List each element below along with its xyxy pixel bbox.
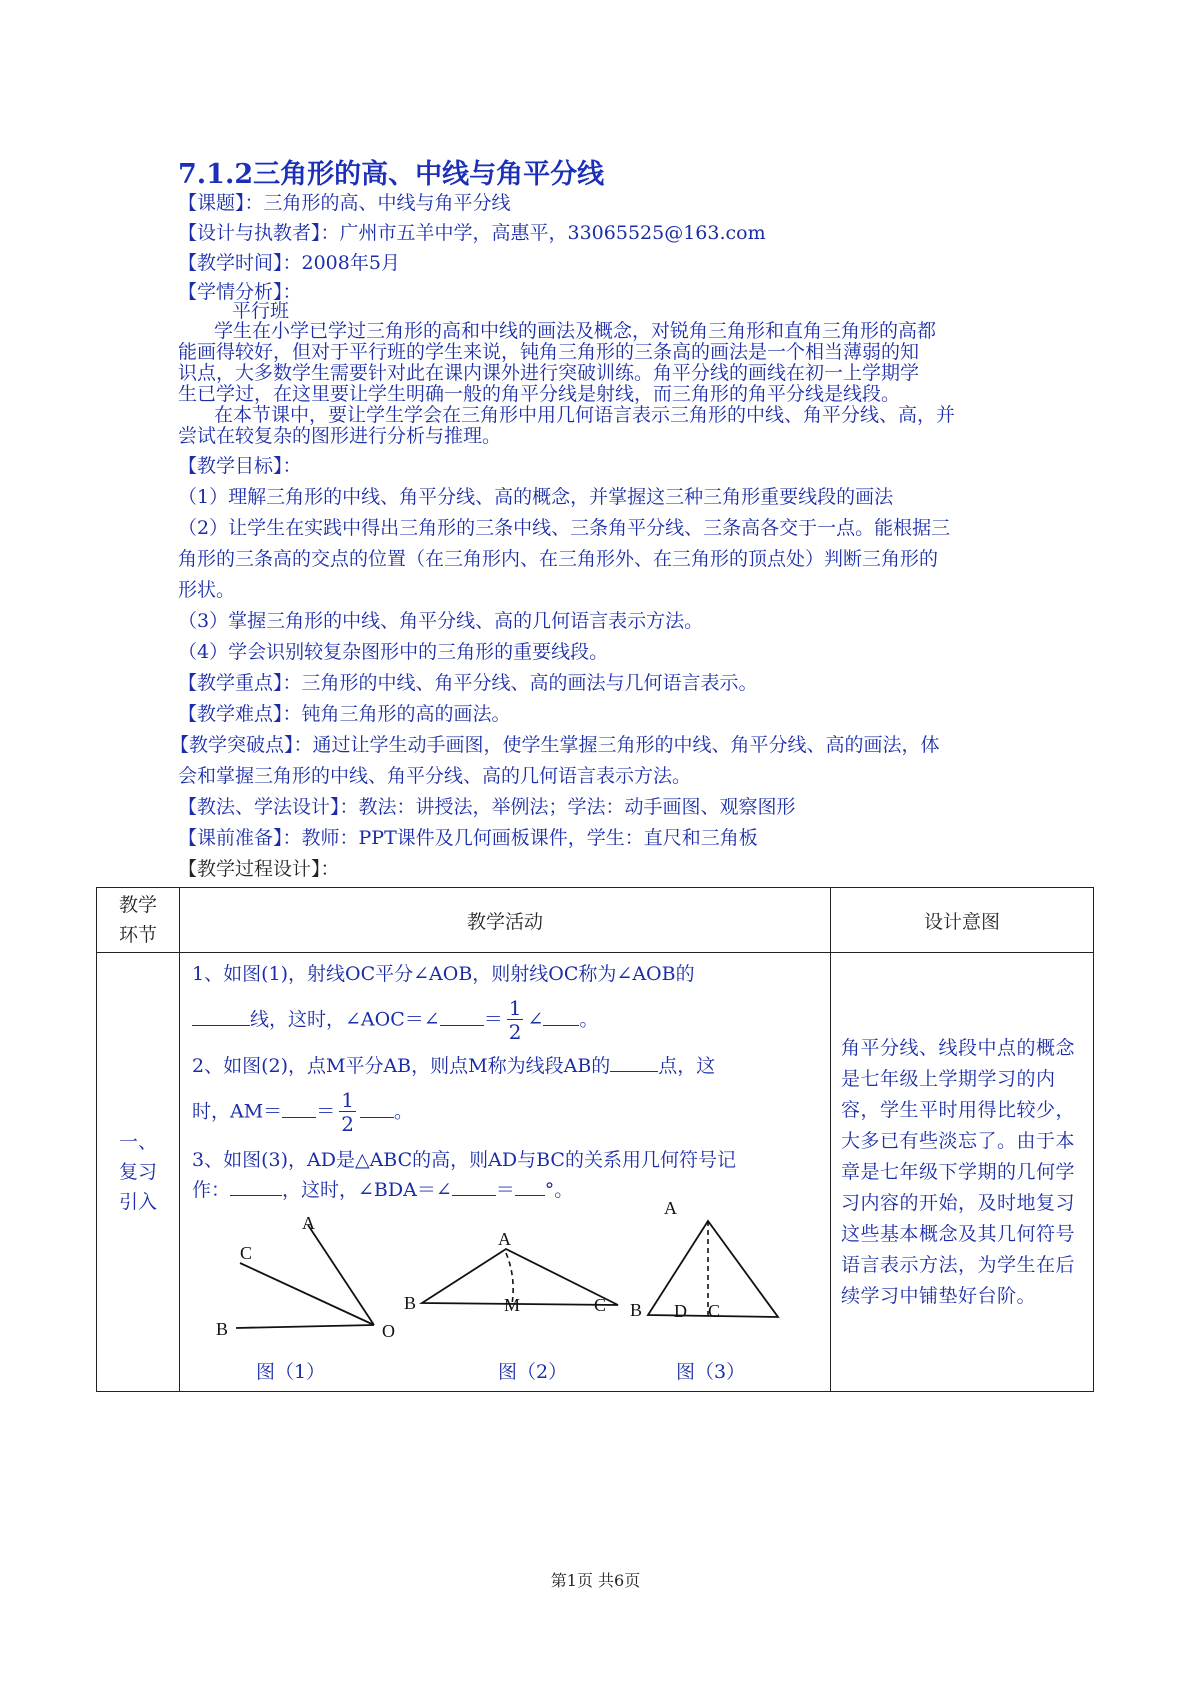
- label-m: M: [504, 1295, 521, 1315]
- activity-cell: [180, 953, 831, 1392]
- question-1-text-b1: 线，这时，∠AOC＝∠: [250, 1008, 440, 1031]
- section-line-3: 引入: [118, 1191, 157, 1213]
- time-line: 【教学时间】：2008年5月: [178, 252, 400, 274]
- page-footer: 第1页 共6页: [550, 1571, 641, 1590]
- goal-1: （1）理解三角形的中线、角平分线、高的概念，并掌握这三种三角形重要线段的画法: [178, 486, 894, 508]
- fraction-numerator: 1: [341, 1088, 354, 1112]
- difficulty: 【教学难点】：钝角三角形的高的画法。: [178, 703, 511, 725]
- preparation-line: 【课前准备】：教师：PPT课件及几何画板课件，学生：直尺和三角板: [178, 827, 758, 849]
- teaching-process-table: [96, 887, 1094, 1392]
- table-header-row: [97, 888, 1094, 953]
- header-section-line-2: 环节: [118, 924, 157, 946]
- figure-2-caption: 图（2）: [498, 1361, 568, 1383]
- section-cell: [97, 953, 180, 1392]
- geometry-figures: [180, 953, 836, 1391]
- question-2-text-a: 2、如图(2)，点M平分AB，则点M称为线段AB的: [192, 1055, 611, 1077]
- label-d: D: [674, 1301, 687, 1321]
- lesson-title: 7.1.2三角形的高、中线与角平分线: [178, 159, 605, 190]
- label-c: C: [708, 1301, 721, 1321]
- label-c: C: [594, 1295, 607, 1315]
- question-2-text-b1: 时，AM＝: [192, 1100, 283, 1123]
- question-3-text-b4: °。: [544, 1179, 574, 1201]
- fraction-numerator: 1: [508, 996, 522, 1020]
- table-row: [97, 953, 1094, 1392]
- question-1-text-b3: ∠: [527, 1008, 544, 1031]
- header-section-cell: [97, 888, 180, 953]
- question-3-text-b2: ，这时，∠BDA＝∠: [282, 1179, 452, 1201]
- label-a: A: [498, 1229, 511, 1249]
- fraction-denominator: 2: [508, 1020, 522, 1044]
- fraction-denominator: 2: [341, 1112, 354, 1136]
- label-o: O: [382, 1321, 395, 1341]
- label-b: B: [404, 1293, 417, 1313]
- goal-2-line-2: 角形的三条高的交点的位置（在三角形内、在三角形外、在三角形的顶点处）判断三角形的: [178, 548, 939, 570]
- figure-1-caption: 图（1）: [256, 1361, 326, 1383]
- figure-3-triangle: [630, 1198, 778, 1383]
- header-intent-cell: 设计意图: [831, 888, 1094, 953]
- key-point: 【教学重点】：三角形的中线、角平分线、高的画法与几何语言表示。: [178, 672, 758, 694]
- question-3-text-b3: ＝: [495, 1179, 515, 1201]
- analysis-heading: 【学情分析】：: [178, 281, 302, 303]
- question-1-text-a: 1、如图(1)，射线OC平分∠AOB，则射线OC称为∠AOB的: [192, 963, 695, 985]
- designer-line: 【设计与执教者】：广州市五羊中学，高惠平，33065525@163.com: [178, 222, 766, 244]
- analysis-paragraph-2-line-2: 尝试在较复杂的图形进行分析与推理。: [178, 425, 502, 447]
- label-a: A: [664, 1198, 677, 1218]
- question-2-text-b2: ＝: [316, 1100, 336, 1123]
- analysis-paragraph-2-line-1: 在本节课中，要让学生学会在三角形中用几何语言表示三角形的中线、角平分线、高，并: [214, 404, 956, 426]
- analysis-paragraph-1-line-2: 能画得较好，但对于平行班的学生来说，钝角三角形的三条高的画法是一个相当薄弱的知: [178, 341, 920, 363]
- section-line-2: 复习: [118, 1161, 157, 1183]
- question-1-text-b2: ＝: [483, 1008, 503, 1031]
- goal-4: （4）学会识别较复杂图形中的三角形的重要线段。: [178, 641, 609, 663]
- goals-heading: 【教学目标】：: [178, 455, 302, 477]
- question-3-text-b1: 作：: [192, 1179, 231, 1201]
- header-activity-cell: 教学活动: [180, 888, 831, 953]
- question-2-text-b3: 。: [393, 1100, 413, 1123]
- process-heading: 【教学过程设计】：: [178, 858, 340, 880]
- goal-3: （3）掌握三角形的中线、角平分线、高的几何语言表示方法。: [178, 610, 704, 632]
- goal-2-line-1: （2）让学生在实践中得出三角形的三条中线、三条角平分线、三条高各交于一点。能根据三: [178, 517, 951, 539]
- analysis-paragraph-1-line-1: 学生在小学已学过三角形的高和中线的画法及概念，对锐角三角形和直角三角形的高都: [214, 320, 937, 342]
- label-b: B: [630, 1300, 643, 1320]
- analysis-paragraph-1-line-3: 识点，大多数学生需要针对此在课内课外进行突破训练。角平分线的画线在初一上学期学: [178, 362, 920, 384]
- breakthrough-line-1: 【教学突破点】：通过让学生动手画图，使学生掌握三角形的中线、角平分线、高的画法，体: [170, 734, 940, 756]
- intent-cell: 角平分线、线段中点的概念是七年级上学期学习的内容，学生平时用得比较少，大多已有些淡忘了。由于本章是七年级下学期的几何学习内容的开始，及时地复习这些基本概念及其几何符号语言表示方法，为学生在后续学习中铺垫好台阶。: [831, 953, 1094, 1392]
- label-b: B: [216, 1319, 229, 1339]
- analysis-paragraph-1-line-4: 生已学过，在这里要让学生明确一般的角平分线是射线，而三角形的角平分线是线段。: [178, 383, 901, 405]
- question-3-line-1: 3、如图(3)，AD是△ABC的高，则AD与BC的关系用几何符号记: [192, 1149, 736, 1171]
- methods-line: 【教法、学法设计】：教法：讲授法，举例法；学法：动手画图、观察图形: [178, 796, 796, 818]
- figure-2-triangle: [404, 1229, 618, 1383]
- figure-3-caption: 图（3）: [676, 1361, 746, 1383]
- goal-2-line-3: 形状。: [178, 579, 236, 601]
- question-2-text-a2: 点，这: [658, 1055, 716, 1077]
- question-1-text-b4: 。: [579, 1008, 599, 1031]
- label-c: C: [240, 1243, 253, 1263]
- section-line-1: 一、: [118, 1131, 157, 1153]
- header-section-line-1: 教学: [118, 894, 157, 916]
- figure-1-angle: [216, 1213, 395, 1383]
- topic-line: 【课题】：三角形的高、中线与角平分线: [178, 192, 511, 214]
- breakthrough-line-2: 会和掌握三角形的中线、角平分线、高的几何语言表示方法。: [178, 765, 692, 787]
- label-a: A: [302, 1213, 315, 1233]
- ray-ob: [236, 1325, 374, 1328]
- analysis-class: 平行班: [232, 300, 290, 322]
